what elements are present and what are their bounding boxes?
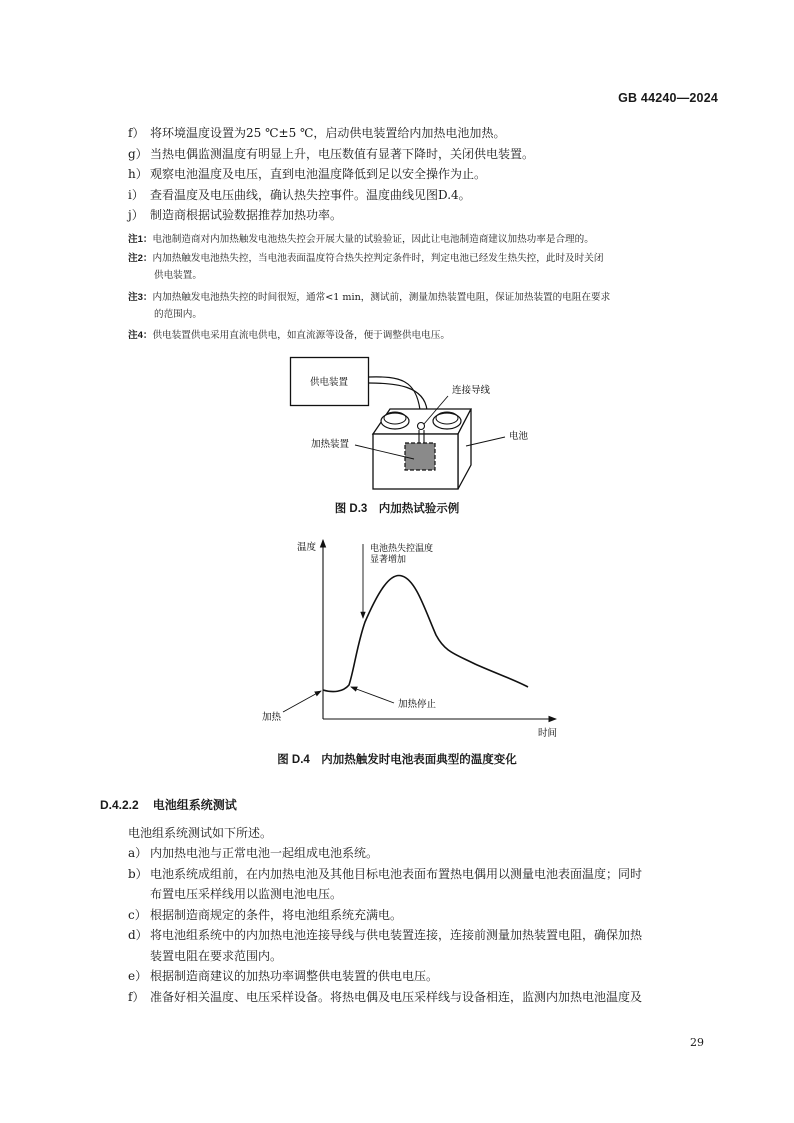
y-axis-label: 温度 [297,542,317,553]
step-e [128,968,438,984]
heater-device [405,443,435,470]
note-text-cont: 供电装置。 [154,270,202,281]
section-number: D.4.2.2 [100,798,139,812]
note-text: 内加热触发电池热失控，当电池表面温度符合热失控判定条件时，判定电池已经发生热失控，此时及时关闭 [152,253,604,264]
step-text: 当热电偶监测温度有明显上升，电压数值有显著下降时，关闭供电装置。 [150,147,535,161]
section-title: 电池组系统测试 [152,798,237,812]
step-text: 观察电池温度及电压，直到电池温度降低到足以安全操作为止。 [150,167,487,181]
figure-d3-caption: 图 D.3 内加热试验示例 [334,503,460,515]
step-text: 将环境温度设置为25 ℃±5 ℃，启动供电装置给内加热电池加热。 [150,126,506,140]
annotation-heat-start: 加热 [262,712,282,723]
step-text: 将电池组系统中的内加热电池连接导线与供电装置连接，连接前测量加热装置电阻，确保加热 [150,928,643,942]
note-text: 电池制造商对内加热触发电池热失控会开展大量的试验验证，因此让电池制造商建议加热功率是合理的。 [152,234,594,245]
step-c [128,907,402,923]
step-mark: g） [128,147,148,161]
step-mark: a） [128,846,148,860]
step-mark: j） [128,208,144,222]
step-b-cont: 布置电压采样线用以监测电池电压。 [150,887,343,901]
step-mark: b） [128,867,148,881]
note-label: 注1： [128,234,153,245]
standard-id: GB 44240—2024 [618,91,718,105]
step-mark: h） [128,167,148,181]
annotation-runaway-line1: 电池热失控温度 [370,544,434,554]
note-text: 供电装置供电采用直流电供电，如直流源等设备，便于调整供电电压。 [152,330,450,341]
step-mark: c） [128,908,147,922]
annotation-heat-stop: 加热停止 [398,699,437,710]
x-axis-label: 时间 [538,728,558,739]
step-d [128,927,642,943]
section-intro: 电池组系统测试如下所述。 [128,826,273,840]
figure-d4-caption: 图 D.4 内加热触发时电池表面典型的温度变化 [277,754,517,766]
step-text: 根据制造商建议的加热功率调整供电装置的供电电压。 [150,969,439,983]
figure-d3-diagram [0,0,794,500]
connecting-wire-label: 连接导线 [452,385,491,396]
step-text: 电池系统成组前，在内加热电池及其他目标电池表面布置热电偶用以测量电池表面温度；同时 [150,867,643,881]
battery-label: 电池 [509,431,529,442]
step-text: 根据制造商规定的条件，将电池组系统充满电。 [150,908,403,922]
note-text-cont: 的范围内。 [154,309,202,320]
page-number: 29 [690,1036,704,1049]
annotation-runaway-line2: 显著增加 [370,555,407,565]
step-b [128,866,642,882]
note-label: 注3： [128,292,153,303]
note-label: 注2： [128,253,153,264]
step-mark: d） [128,928,148,942]
step-mark: f） [128,126,145,140]
step-mark: f） [128,990,145,1004]
step-mark: i） [128,188,144,202]
step-d-cont: 装置电阻在要求范围内。 [150,949,283,963]
step-text: 查看温度及电压曲线，确认热失控事件。温度曲线见图D.4。 [150,188,471,202]
step-text: 准备好相关温度、电压采样设备。将热电偶及电压采样线与设备相连，监测内加热电池温度及 [150,990,643,1004]
power-supply-label: 供电装置 [309,377,349,388]
step-mark: e） [128,969,148,983]
figure-d4-chart [0,530,794,750]
section-heading [100,796,237,813]
step-a [128,845,378,861]
temperature-curve [323,575,528,691]
note-label: 注4： [128,330,153,341]
step-text: 制造商根据试验数据推荐加热功率。 [150,208,343,222]
heater-label: 加热装置 [311,439,350,450]
step-f2 [128,989,642,1005]
step-text: 内加热电池与正常电池一起组成电池系统。 [150,846,379,860]
note-text: 内加热触发电池热失控的时间很短，通常<1 min，测试前，测量加热装置电阻，保证加热装置的电阻在要求 [152,292,611,303]
